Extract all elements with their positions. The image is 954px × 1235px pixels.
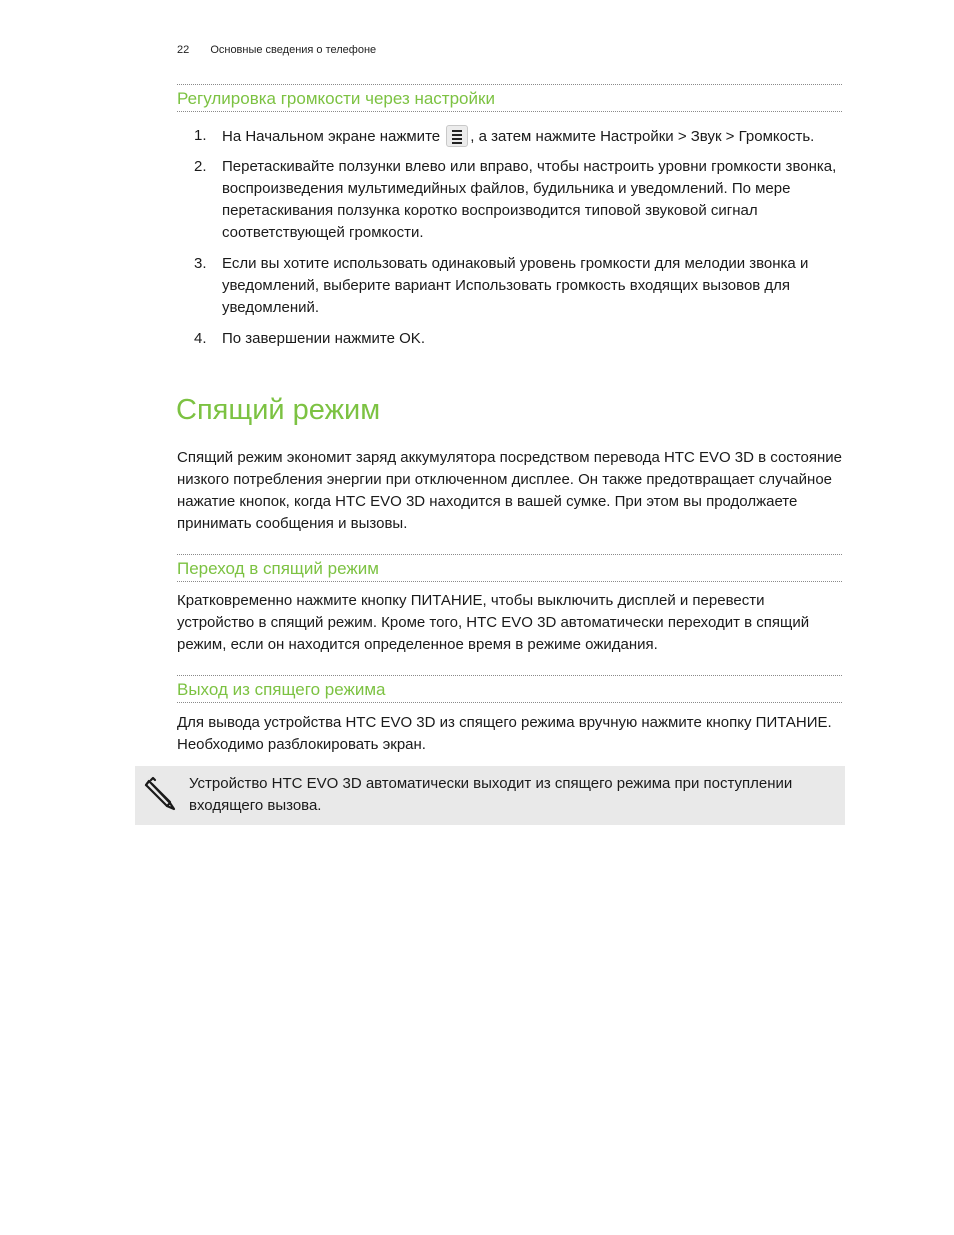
divider bbox=[177, 702, 842, 703]
running-head bbox=[177, 44, 376, 56]
divider bbox=[177, 84, 842, 85]
volume-settings-heading: Регулировка громкости через настройки bbox=[177, 89, 495, 108]
divider bbox=[177, 581, 842, 582]
chapter-title: Основные сведения о телефоне bbox=[210, 44, 377, 56]
enter-sleep-text: Кратковременно нажмите кнопку ПИТАНИЕ, чтобы выключить дисплей и перевести устройство в спящий режим. Кроме того, HTC EVO 3D автоматически переходит в спящий режим, если он находится определенное время в режиме ожидания. bbox=[177, 592, 810, 653]
step-number: 1. bbox=[194, 127, 207, 144]
sleep-mode-intro: Спящий режим экономит заряд аккумулятора посредством перевода HTC EVO 3D в состояние низкого потребления энергии при отключенном дисплее. Он также предотвращает случайное нажатие кнопок, когда HTC EVO 3D находится в вашей сумке. При этом вы продолжаете принимать сообщения и вызовы. bbox=[177, 449, 842, 532]
step-number: 3. bbox=[194, 255, 207, 272]
note-box bbox=[135, 766, 845, 825]
page-number: 22 bbox=[177, 44, 190, 56]
step-text: На Начальном экране нажмите , а затем нажмите Настройки > Звук > Громкость. bbox=[222, 125, 842, 148]
exit-sleep-text: Для вывода устройства HTC EVO 3D из спящего режима вручную нажмите кнопку ПИТАНИЕ. Необходимо разблокировать экран. bbox=[177, 714, 832, 753]
enter-sleep-heading: Переход в спящий режим bbox=[177, 559, 379, 578]
divider bbox=[177, 675, 842, 676]
note-text: Устройство HTC EVO 3D автоматически выходит из спящего режима при поступлении входящего вызова. bbox=[189, 775, 793, 814]
divider bbox=[177, 111, 842, 112]
menu-icon bbox=[446, 125, 468, 147]
divider bbox=[177, 554, 842, 555]
step-text: Перетаскивайте ползунки влево или вправо, чтобы настроить уровни громкости звонка, воспроизведения мультимедийных файлов, будильника и уведомлений. По мере перетаскивания ползунка коротко воспроизводится типовой звуковой сигнал соответствующей громкости. bbox=[222, 158, 837, 241]
step-text: По завершении нажмите OK. bbox=[222, 330, 425, 347]
step-text: Если вы хотите использовать одинаковый уровень громкости для мелодии звонка и уведомлений, выберите вариант Использовать громкость входящих вызовов для уведомлений. bbox=[222, 255, 809, 316]
step-number: 4. bbox=[194, 330, 207, 347]
pencil-icon bbox=[143, 776, 177, 812]
step-number: 2. bbox=[194, 158, 207, 175]
sleep-mode-heading: Спящий режим bbox=[176, 394, 381, 426]
exit-sleep-heading: Выход из спящего режима bbox=[177, 680, 386, 699]
